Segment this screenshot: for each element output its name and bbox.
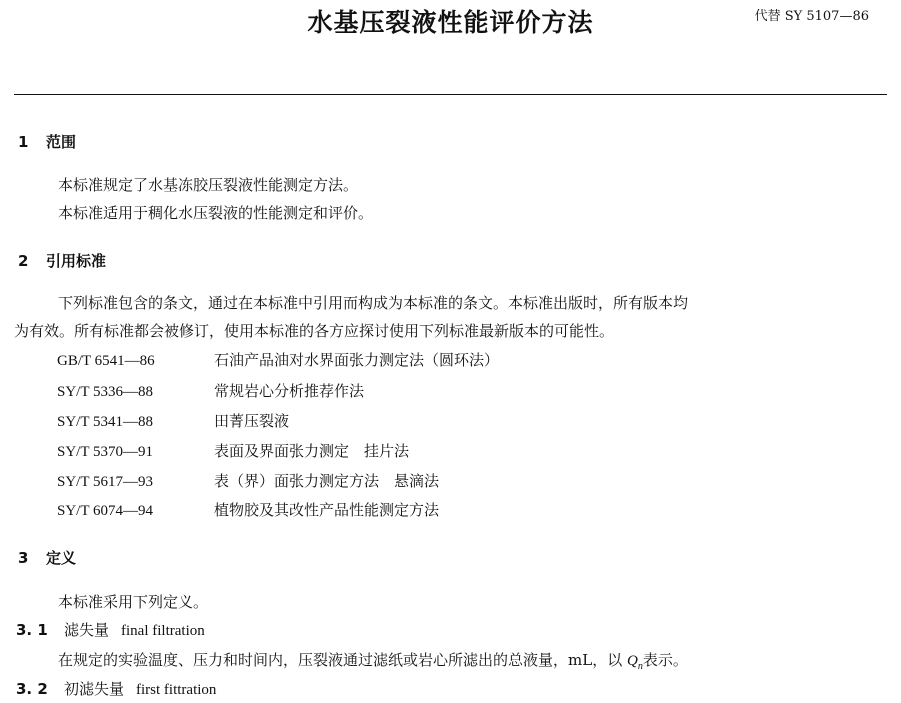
reference-item [57, 471, 439, 492]
reference-code: GB/T 6541—86 [57, 353, 155, 369]
definition-term-zh: 初滤失量 [64, 680, 125, 698]
definition-text-after: 表示。 [642, 651, 688, 669]
definition-number: 3. 1 [16, 621, 48, 639]
definition-symbol: $Q_n$ [626, 653, 643, 672]
section-title: 范围 [46, 133, 77, 151]
definition-term-en: first fittration [136, 682, 217, 698]
definition-text-before: 在规定的实验温度、压力和时间内，压裂液通过滤纸或岩心所滤出的总液量，mL，以 [58, 651, 627, 669]
document-title: 水基压裂液性能评价方法 [307, 8, 594, 37]
section-2-heading [18, 251, 106, 271]
definition-term-en: final filtration [121, 623, 205, 639]
reference-title: 石油产品油对水界面张力测定法（圆环法） [214, 351, 500, 369]
section-number: 2 [18, 252, 29, 270]
section-1-paragraph-2: 本标准适用于稠化水压裂液的性能测定和评价。 [58, 204, 374, 222]
section-3-intro: 本标准采用下列定义。 [58, 593, 209, 611]
reference-item [57, 411, 289, 432]
section-number: 1 [18, 133, 29, 151]
reference-code: SY/T 5341—88 [57, 414, 153, 430]
reference-item [57, 441, 409, 462]
section-2-paragraph-line-2: 为有效。所有标准都会被修订，使用本标准的各方应探讨使用下列标准最新版本的可能性。 [14, 322, 615, 340]
section-title: 引用标准 [46, 252, 107, 270]
reference-code: SY/T 5617—93 [57, 474, 153, 490]
section-2-paragraph-line-1: 下列标准包含的条文，通过在本标准中引用而构成为本标准的条文。本标准出版时，所有版本均 [58, 294, 689, 312]
definition-3-1-text [58, 650, 688, 677]
definition-3-1-heading [16, 620, 205, 641]
reference-title: 田菁压裂液 [214, 412, 290, 430]
header-divider [14, 94, 887, 95]
reference-item [57, 350, 499, 371]
reference-title: 表（界）面张力测定方法 悬滴法 [214, 472, 440, 490]
reference-code: SY/T 5370—91 [57, 444, 153, 460]
reference-title: 表面及界面张力测定 挂片法 [214, 442, 410, 460]
reference-code: SY/T 5336—88 [57, 384, 153, 400]
section-1-paragraph-1: 本标准规定了水基冻胶压裂液性能测定方法。 [58, 176, 359, 194]
section-3-heading [18, 548, 76, 568]
reference-item [57, 381, 364, 402]
section-1-heading [18, 132, 76, 152]
reference-item [57, 500, 439, 521]
reference-title: 常规岩心分析推荐作法 [214, 382, 365, 400]
definition-term-zh: 滤失量 [64, 621, 110, 639]
definition-number: 3. 2 [16, 680, 48, 698]
section-number: 3 [18, 549, 29, 567]
replaces-standard-note: 代替 SY 5107—86 [754, 9, 869, 24]
reference-title: 植物胶及其改性产品性能测定方法 [214, 501, 440, 519]
definition-3-2-heading [16, 679, 216, 700]
section-title: 定义 [46, 549, 77, 567]
reference-code: SY/T 6074—94 [57, 503, 153, 519]
